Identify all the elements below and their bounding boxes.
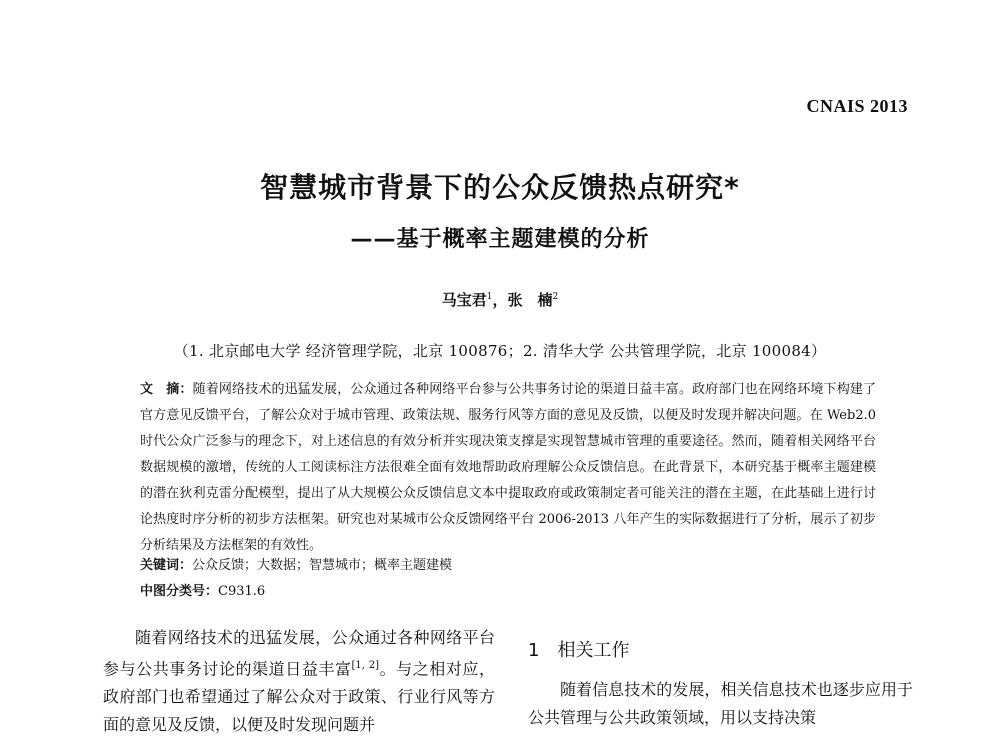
abstract: [140, 377, 876, 559]
keywords-label: 关键词：: [140, 558, 193, 573]
keywords-text: 公众反馈；大数据；智慧城市；概率主题建模: [192, 558, 453, 573]
author-affil-mark: 2: [552, 292, 559, 302]
abstract-text: 随着网络技术的迅猛发展，公众通过各种网络平台参与公共事务讨论的渠道日益丰富。政府部门也在网络环境下构建了官方意见反馈平台，了解公众对于城市管理、政策法规、服务行风等方面的意见及反馈，以便及时发现并解决问题。在 Web2.0 时代公众广泛参与的理念下，对上述信息的有效分析并实现决策支撑是实现智慧城市管理的重要途径。然而，随着相关网络平台数据规模的激增，传统的人工阅读标注方法很难全面有效地帮助政府理解公众反馈信息。在此背景下，本研究基于概率主题建模的潜在狄利克雷分配模型，提出了从大规模公众反馈信息文本中提取政府或政策制定者可能关注的潜在主题，在此基础上进行讨论热度时序分析的初步方法框架。研究也对某城市公众反馈网络平台 2006-2013 八年产生的实际数据进行了分析，展示了初步分析结果及方法框架的有效性。: [140, 382, 876, 553]
section-title: 相关工作: [557, 640, 630, 661]
abstract-label: 文 摘：: [140, 382, 193, 397]
intro-text-b: 。与之相对应，政府部门也希望通过了解公众对于政策、行业行风等方面的意见及反馈，以便及时发现问题并: [103, 659, 495, 735]
section-number: 1: [528, 640, 540, 661]
author-separator: ，: [492, 291, 508, 309]
clc-label: 中图分类号：: [140, 584, 219, 599]
authors: [0, 289, 1000, 310]
classification-number: [140, 580, 265, 599]
paper-title: 智慧城市背景下的公众反馈热点研究*: [260, 171, 740, 204]
paper-subtitle: ——基于概率主题建模的分析: [350, 227, 650, 252]
clc-text: C931.6: [218, 584, 266, 599]
author-name: 马宝君: [441, 291, 487, 309]
section-paragraph: 随着信息技术的发展，相关信息技术也逐步应用于公共管理与公共政策领域，用以支持决策: [528, 680, 913, 727]
section-heading: [528, 636, 629, 662]
author-name: 张 楠: [507, 291, 553, 309]
keywords: [140, 554, 452, 573]
citation: [1, 2]: [351, 660, 379, 671]
author-affil-mark: 1: [486, 292, 493, 302]
conference-tag: CNAIS 2013: [806, 96, 908, 116]
affiliations: （1. 北京邮电大学 经济管理学院，北京 100876；2. 清华大学 公共管理学院，北京 100084）: [173, 342, 827, 360]
intro-paragraph: [103, 624, 495, 739]
intro-text-a: 随着网络技术的迅猛发展，公众通过各种网络平台参与公共事务讨论的渠道日益丰富: [103, 628, 495, 679]
